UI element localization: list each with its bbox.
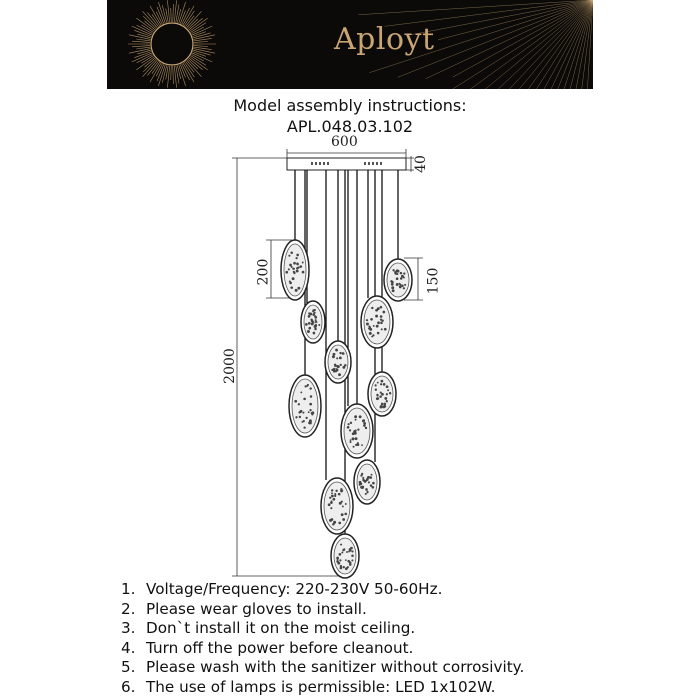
instruction-item: 6. The use of lamps is permissible: LED 1x102W. (121, 677, 496, 696)
instruction-item: 5. Please wash with the sanitizer without corrosivity. (121, 658, 525, 677)
instructions-list (121, 580, 524, 698)
width-dimension-line (287, 149, 406, 158)
pendant-light (325, 341, 351, 383)
small-pendant-size-label: 150 (425, 267, 442, 295)
pendant-light (361, 296, 393, 348)
model-number: APL.048.03.102 (286, 117, 414, 136)
pendant-light (331, 534, 359, 578)
pendant-lights (281, 170, 412, 578)
pendant-light (384, 259, 412, 301)
width-dimension-label: 600 (331, 134, 358, 150)
total-height-label: 2000 (221, 348, 238, 384)
ceiling-canopy (287, 158, 406, 170)
large-pendant-size-label: 200 (255, 258, 272, 286)
pendant-light (321, 478, 353, 534)
instruction-item: 3. Don`t install it on the moist ceiling. (121, 619, 416, 638)
document-title: Model assembly instructions: (233, 96, 467, 115)
brand-logo: Aployt (334, 22, 435, 57)
canopy-height-label: 40 (412, 155, 429, 173)
instruction-item: 1. Voltage/Frequency: 220-230V 50-60Hz. (121, 580, 443, 598)
instruction-item: 2. Please wear gloves to install. (121, 599, 367, 618)
pendant-light (289, 375, 321, 437)
pendant-light (301, 301, 325, 343)
pendant-light (281, 240, 309, 300)
pendant-light (368, 372, 396, 416)
pendant-light (354, 460, 380, 504)
pendant-light (341, 404, 373, 458)
instruction-item: 4. Turn off the power before cleanout. (121, 638, 414, 657)
